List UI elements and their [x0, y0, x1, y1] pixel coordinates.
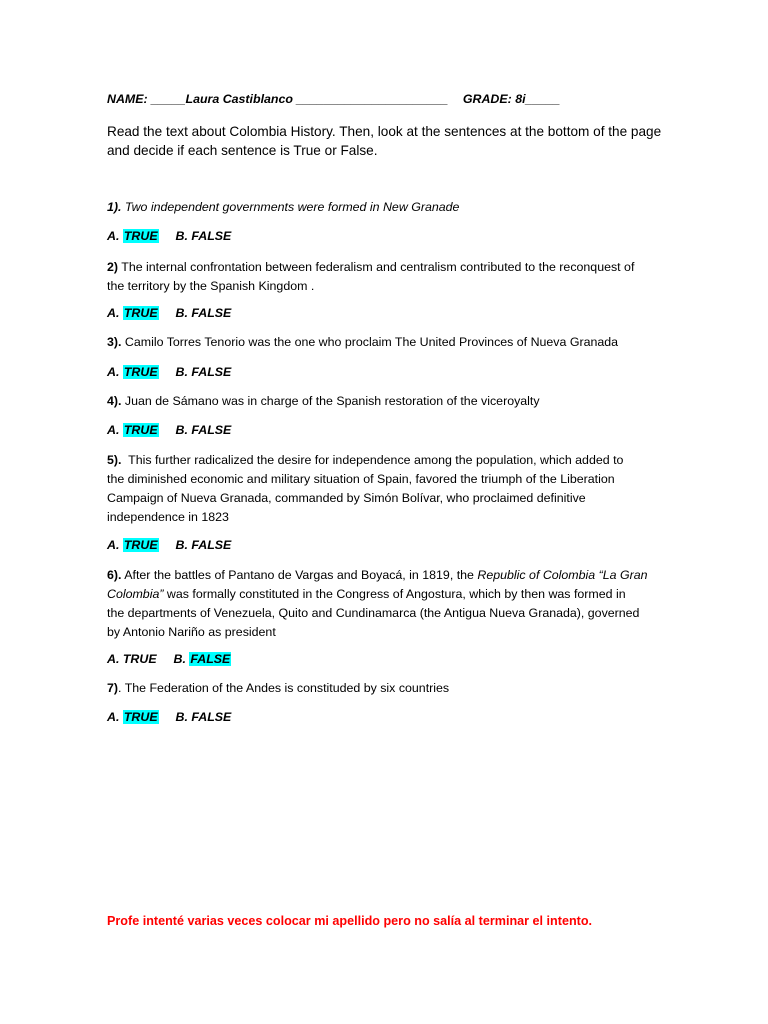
instructions: [107, 122, 667, 160]
question-text-line-1b: Republic of Colombia “La Gran: [477, 568, 648, 582]
option-b-label: B.: [175, 365, 188, 379]
answer-options-1: [107, 229, 231, 243]
header-line: [107, 92, 560, 106]
option-a-label: A.: [107, 538, 120, 552]
grade-value: 8i_____: [515, 92, 561, 106]
option-true-selected[interactable]: TRUE: [123, 538, 158, 552]
question-text-line-2: the territory by the Spanish Kingdom .: [107, 279, 315, 293]
option-b-label: B.: [175, 538, 188, 552]
option-b-label: B.: [175, 306, 188, 320]
question-6: [107, 566, 667, 642]
question-text: Juan de Sámano was in charge of the Spanish restoration of the viceroyalty: [124, 394, 540, 408]
grade-label: GRADE:: [462, 92, 512, 106]
option-false[interactable]: FALSE: [191, 538, 232, 552]
question-number: 4).: [107, 394, 122, 408]
option-b-label: B.: [175, 423, 188, 437]
question-number: 3).: [107, 335, 122, 349]
teacher-note: Profe intenté varias veces colocar mi apellido pero no salía al terminar el intento.: [107, 914, 593, 928]
question-text-line-3: the departments of Venezuela, Quito and Cundinamarca (the Antigua Nueva Granada), governed: [107, 606, 640, 620]
option-true-selected[interactable]: TRUE: [123, 710, 158, 724]
option-b-label: B.: [175, 710, 188, 724]
question-number: 2): [107, 260, 119, 274]
option-true-selected[interactable]: TRUE: [123, 306, 158, 320]
option-true-selected[interactable]: TRUE: [123, 229, 158, 243]
question-text-line-2b: was formally constituted in the Congress of Angostura, which by then was formed in: [163, 587, 626, 601]
question-5: [107, 451, 667, 527]
question-number: 7): [107, 681, 119, 695]
option-a-label: A.: [107, 652, 120, 666]
answer-options-4: [107, 423, 231, 437]
question-text-line-4: independence in 1823: [107, 510, 229, 524]
question-text-line-4: by Antonio Nariño as president: [107, 625, 276, 639]
question-4: [107, 394, 540, 408]
option-true[interactable]: TRUE: [122, 652, 157, 666]
question-text-first: T: [124, 200, 132, 214]
option-a-label: A.: [107, 229, 120, 243]
question-3: [107, 335, 618, 349]
option-a-label: A.: [107, 306, 120, 320]
question-7: [107, 681, 449, 695]
option-a-label: A.: [107, 423, 120, 437]
answer-options-5: [107, 538, 231, 552]
option-b-label: B.: [173, 652, 186, 666]
question-text-line-2a: Colombia”: [107, 587, 164, 601]
question-number: 6).: [107, 568, 122, 582]
question-1: [107, 200, 459, 214]
option-b-label: B.: [175, 229, 188, 243]
option-true-selected[interactable]: TRUE: [123, 423, 158, 437]
question-text: wo independent governments were formed in New Granade: [131, 200, 460, 214]
answer-options-3: [107, 365, 231, 379]
option-false[interactable]: FALSE: [191, 306, 232, 320]
question-text-line-2: the diminished economic and military situation of Spain, favored the triumph of the Liberation: [107, 472, 615, 486]
option-a-label: A.: [107, 710, 120, 724]
option-a-label: A.: [107, 365, 120, 379]
name-label: NAME:: [107, 92, 148, 106]
option-false[interactable]: FALSE: [191, 229, 232, 243]
option-false[interactable]: FALSE: [191, 365, 232, 379]
question-text-line-1: The internal confrontation between federalism and centralism contributed to the reconquest of: [121, 260, 635, 274]
question-text-line-1a: After the battles of Pantano de Vargas and Boyacá, in 1819, the: [124, 568, 478, 582]
question-text-line-3: Campaign of Nueva Granada, commanded by Simón Bolívar, who proclaimed definitive: [107, 491, 586, 505]
option-true-selected[interactable]: TRUE: [123, 365, 158, 379]
option-false[interactable]: FALSE: [191, 710, 232, 724]
answer-options-7: [107, 710, 231, 724]
answer-options-2: [107, 306, 231, 320]
option-false[interactable]: FALSE: [191, 423, 232, 437]
question-text: . The Federation of the Andes is constituded by six countries: [118, 681, 450, 695]
option-false-selected[interactable]: FALSE: [190, 652, 231, 666]
question-text: Camilo Torres Tenorio was the one who proclaim The United Provinces of Nueva Granada: [124, 335, 619, 349]
answer-options-6: [107, 652, 231, 666]
instructions-line-1: Read the text about Colombia History. Then, look at the sentences at the bottom of the page: [107, 124, 662, 139]
name-value: _____Laura Castiblanco ______________________: [151, 92, 448, 106]
question-text-line-1: This further radicalized the desire for independence among the population, which added to: [128, 453, 624, 467]
question-2: [107, 258, 667, 296]
question-number: 1).: [107, 200, 122, 214]
question-number: 5).: [107, 453, 122, 467]
instructions-line-2: and decide if each sentence is True or False.: [107, 143, 378, 158]
